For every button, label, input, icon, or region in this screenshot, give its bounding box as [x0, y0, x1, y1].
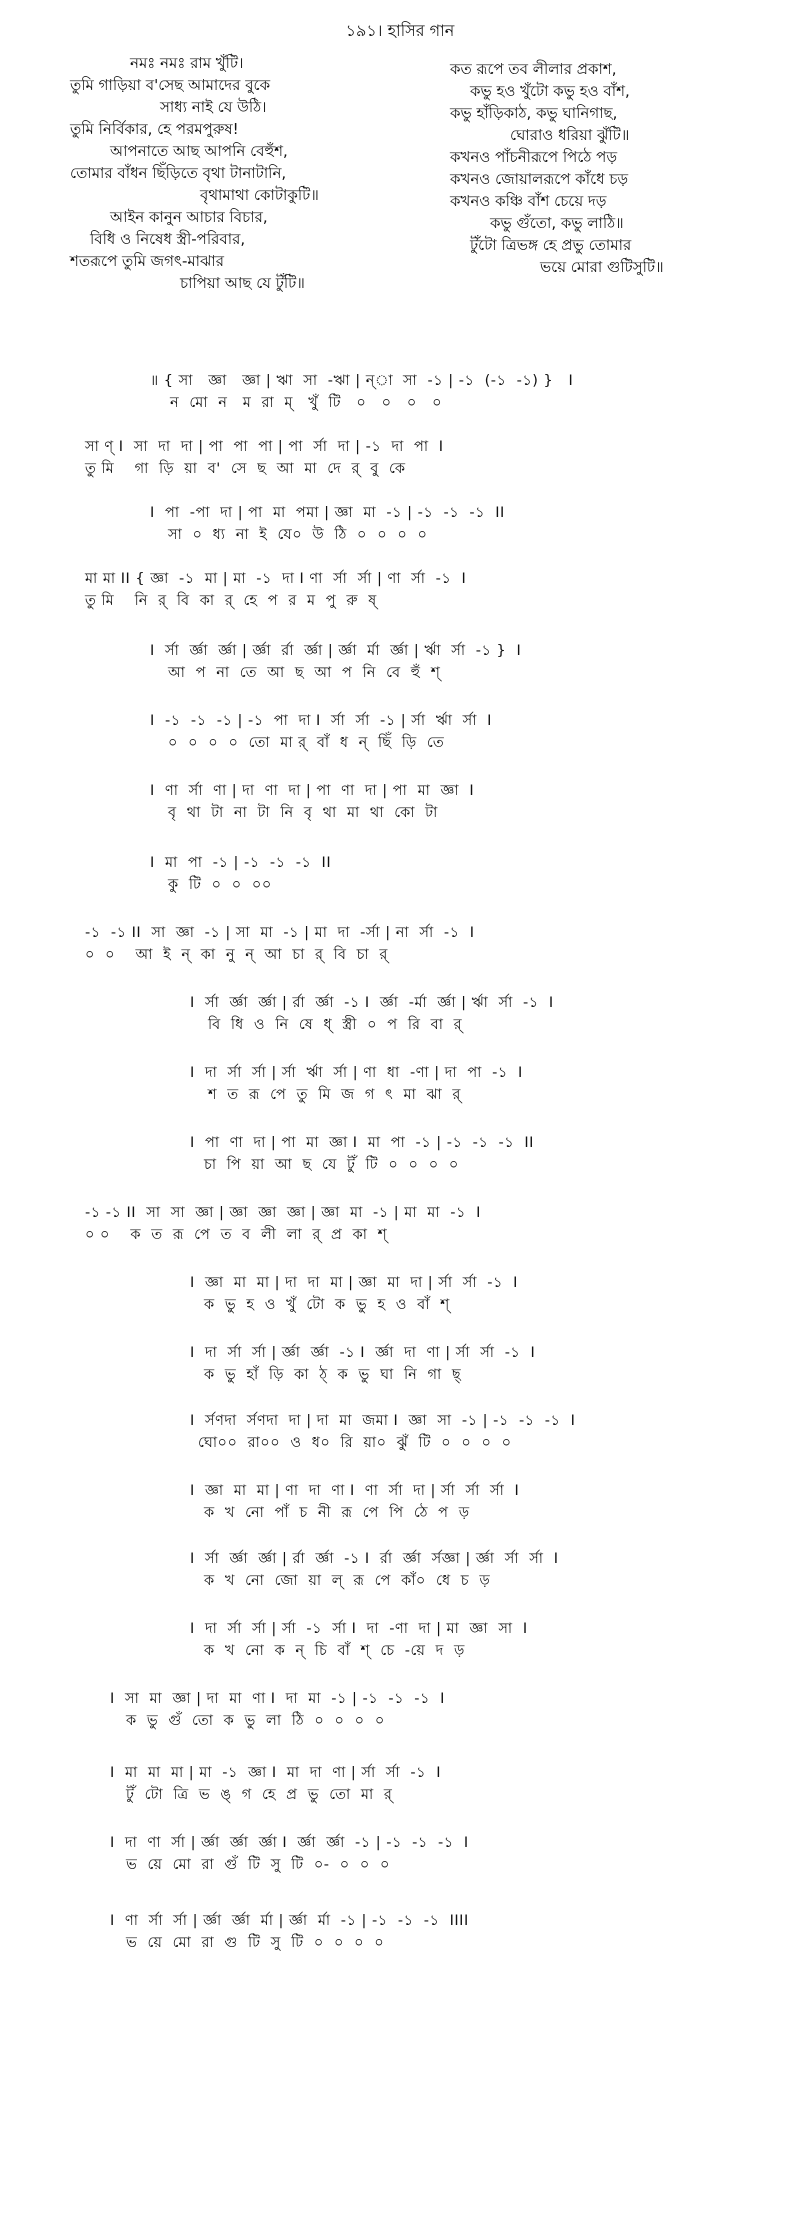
lyric-line: কভু গুঁতো, কভু লাঠি॥ [490, 214, 624, 232]
syllable-row: তু মি নি র্‌ বি কা র্‌ হে প র ম পু রু ষ্‌ [85, 593, 377, 609]
notation-block [85, 568, 800, 612]
lyric-line: চাপিয়া আছ যে টুঁটি॥ [180, 274, 305, 292]
syllable-row: ০ ০ ক ত রূ পে ত ব লী লা র্‌ প্র কা শ্‌ [85, 1227, 388, 1243]
notation-block [190, 1410, 800, 1454]
syllable-row: ০ ০ আ ই ন্‌ কা নু ন্‌ আ চা র্‌ বি চা র্‌ [85, 947, 388, 963]
notation-block [110, 1688, 800, 1732]
lyric-line: ভয়ে মোরা গুটিসুটি॥ [540, 258, 664, 276]
syllable-row: ক ভু হাঁ ড়ি কা ঠ্‌ ক ভু ঘা নি গা ছ্‌ [204, 1367, 462, 1383]
lyrics-left-column [70, 52, 400, 294]
swara-row: মা মা II { জ্ঞা -১ মা | মা -১ দা I ণা র্সা র্সা | ণা র্সা -১ I [85, 571, 467, 587]
lyric-line: কভু হাঁড়িকাঠ, কভু ঘানিগাছ, [450, 104, 618, 122]
syllable-row: আ প না তে আ ছ আ প নি বে হুঁ শ্‌ [168, 665, 441, 681]
lyric-line: কখনও জোয়ালরূপে কাঁধে চড় [450, 170, 629, 188]
syllable-row: সা ০ ধ্য না ই যে০ উ ঠি ০ ০ ০ ০ [168, 527, 428, 543]
syllable-row: শ ত রূ পে তু মি জ গ ৎ মা ঝা র্‌ [208, 1087, 461, 1103]
syllable-row: ক ভু গুঁ তো ক ভু লা ঠি ০ ০ ০ ০ [126, 1713, 385, 1729]
lyric-line: কভু হও খুঁটো কভু হও বাঁশ, [470, 82, 630, 100]
swara-row: I জ্ঞা মা মা | ণা দা ণা I ণা র্সা দা | র্সা র্সা র্সা I [190, 1483, 520, 1499]
syllable-row: চা পি য়া আ ছ যে টুঁ টি ০ ০ ০ ০ [204, 1157, 459, 1173]
lyric-line: কত রূপে তব লীলার প্রকাশ, [450, 60, 617, 78]
notation-block [190, 1548, 800, 1592]
syllable-row: ক ভু হ ও খুঁ টো ক ভু হ ও বাঁ শ্‌ [204, 1297, 450, 1313]
syllable-row: ঘো০০ রা০০ ও ধ০ রি য়া০ ঝুঁ টি ০ ০ ০ ০ [198, 1435, 512, 1451]
syllable-row: ক খ নো ক ন্‌ চি বাঁ শ্‌ চে -য়ে দ ড় [204, 1643, 465, 1659]
lyric-line: শতরূপে তুমি জগৎ-মাঝার [70, 252, 224, 270]
lyric-line: বৃথামাথা কোটাকুটি॥ [200, 186, 319, 204]
notation-block [190, 1272, 800, 1316]
swara-row: I দা র্সা র্সা | র্জ্ঞা র্জ্ঞা -১ I র্জ্ঞা দা ণা | র্সা র্সা -১ I [190, 1345, 536, 1361]
syllable-row: টুঁ টো ত্রি ভ ঙ্‌ গ হে প্র ভু তো মা র্‌ [126, 1787, 393, 1803]
lyric-line: টুঁটো ত্রিভঙ্গ হে প্রভু তোমার [470, 236, 632, 254]
notation-block [110, 1832, 800, 1876]
lyrics-right-column [450, 58, 750, 278]
lyric-line: সাধ্য নাই যে উঠি। [160, 98, 267, 116]
notation-block [110, 1762, 800, 1806]
syllable-row: ক খ নো পাঁ চ নী রূ পে পি ঠে প ড় [204, 1505, 470, 1521]
swara-row: I দা র্সা র্সা | র্সা র্ঋা র্সা | ণা ধা -ণা | দা পা -১ I [190, 1065, 523, 1081]
syllable-row: ভ য়ে মো রা গুঁ টি সু টি ০- ০ ০ ০ [126, 1857, 390, 1873]
swara-row: I -১ -১ -১ | -১ পা দা I র্সা র্সা -১ | র্সা র্ঋা র্সা I [150, 713, 492, 729]
swara-row: I দা ণা র্সা | র্জ্ঞা র্জ্ঞা র্জ্ঞা I র্জ্ঞা র্জ্ঞা -১ | -১ -১ -১ I [110, 1835, 469, 1851]
swara-row: I ণা র্সা ণা | দা ণা দা | পা ণা দা | পা মা জ্ঞা I [150, 783, 475, 799]
syllable-row: ০ ০ ০ ০ তো মা র্‌ বাঁ ধ ন্‌ ছিঁ ড়ি তে [168, 735, 445, 751]
lyric-line: আইন কানুন আচার বিচার, [110, 208, 268, 226]
notation-block [150, 502, 800, 546]
notation-block [190, 992, 800, 1036]
notation-block [150, 852, 800, 896]
notation-block [150, 780, 800, 824]
swara-row: I মা মা মা | মা -১ জ্ঞা I মা দা ণা | র্সা র্সা -১ I [110, 1765, 442, 1781]
notation-block [150, 710, 800, 754]
swara-row: I পা -পা দা | পা মা পমা | জ্ঞা মা -১ | -১ -১ -১ II [150, 505, 505, 521]
notation-block [190, 1062, 800, 1106]
syllable-row: ন মো ন ম রা ম্‌ খুঁ টি ০ ০ ০ ০ [170, 395, 443, 411]
notation-block [190, 1342, 800, 1386]
lyric-line: কখনও কঞ্চি বাঁশ চেয়ে দড় [450, 192, 607, 210]
notation-block [150, 370, 800, 414]
lyric-line: তুমি নির্বিকার, হে পরমপুরুষ! [70, 120, 239, 138]
notation-block [190, 1480, 800, 1524]
lyric-line: ঘোরাও ধরিয়া ঝুঁটি॥ [510, 126, 630, 144]
notation-block [85, 922, 800, 966]
lyric-line: আপনাতে আছ আপনি বেহুঁশ, [110, 142, 288, 160]
syllable-row: ভ য়ে মো রা গু টি সু টি ০ ০ ০ ০ [126, 1935, 385, 1951]
swara-row: সা ণ্‌ I সা দা দা | পা পা পা | পা র্সা দা | -১ দা পা I [85, 439, 444, 455]
lyric-line: তুমি গাড়িয়া ব'সেছ আমাদের বুকে [70, 76, 271, 94]
swara-row: I র্সা র্জ্ঞা র্জ্ঞা | র্রা র্জ্ঞা -১ I র্রা র্জ্ঞা র্সজ্ঞা | র্জ্ঞা র্সা র্সা I [190, 1551, 559, 1567]
swara-row: I ণা র্সা র্সা | র্জ্ঞা র্জ্ঞা র্মা | র্জ্ঞা র্মা -১ | -১ -১ -১ IIII [110, 1913, 469, 1929]
swara-row: I র্সণদা র্সণদা দা | দা মা জমা I জ্ঞা সা -১ | -১ -১ -১ I [190, 1413, 576, 1429]
song-title: ১৯১। হাসির গান [345, 21, 455, 40]
notation-block [85, 1202, 800, 1246]
swara-row: I সা মা জ্ঞা | দা মা ণা I দা মা -১ | -১ -১ -১ I [110, 1691, 445, 1707]
notation-block [110, 1910, 800, 1954]
lyric-line: নমঃ নমঃ রাম খুঁটি। [130, 54, 244, 72]
notation-block [190, 1132, 800, 1176]
syllable-row: বি ধি ও নি ষে ধ্‌ স্ত্রী ০ প রি বা র্‌ [208, 1017, 463, 1033]
swara-row: -১ -১ II সা সা জ্ঞা | জ্ঞা জ্ঞা জ্ঞা | জ্ঞা মা -১ | মা মা -১ I [85, 1205, 481, 1221]
swara-row: I পা ণা দা | পা মা জ্ঞা I মা পা -১ | -১ -১ -১ II [190, 1135, 534, 1151]
lyric-line: কখনও পাঁচনীরূপে পিঠে পড় [450, 148, 618, 166]
swara-row: -১ -১ II সা জ্ঞা -১ | সা মা -১ | মা দা -র্সা | না র্সা -১ I [85, 925, 475, 941]
notation-block [190, 1618, 800, 1662]
lyric-line: বিধি ও নিষেধ স্ত্রী-পরিবার, [90, 230, 246, 248]
swara-row: I র্সা র্জ্ঞা র্জ্ঞা | র্জ্ঞা র্রা র্জ্ঞা | র্জ্ঞা র্মা র্জ্ঞা | র্ঋা র্সা -১ } I [150, 643, 522, 659]
syllable-row: ক খ নো জো য়া ল্‌ রূ পে কাঁ০ ধে চ ড় [204, 1573, 491, 1589]
syllable-row: কু টি ০ ০ ০০ [168, 877, 272, 893]
notation-block [85, 436, 800, 480]
syllable-row: তু মি গা ড়ি য়া ব' সে ছ আ মা দে র্‌ বু কে [85, 461, 406, 477]
syllable-row: বৃ থা টা না টা নি বৃ থা মা থা কো টা [168, 805, 438, 821]
swara-row: I র্সা র্জ্ঞা র্জ্ঞা | র্রা র্জ্ঞা -১ I র্জ্ঞা -র্মা র্জ্ঞা | র্ঋা র্সা -১ I [190, 995, 554, 1011]
notation-block [150, 640, 800, 684]
swara-row: I মা পা -১ | -১ -১ -১ II [150, 855, 332, 871]
swara-row: ॥ { সা জ্ঞা জ্ঞা | ঋা সা -ঋা | ন্‌া সা -১ | -১ (-১ -১) } I [150, 373, 574, 389]
swara-row: I জ্ঞা মা মা | দা দা মা | জ্ঞা মা দা | র্সা র্সা -১ I [190, 1275, 518, 1291]
lyric-line: তোমার বাঁধন ছিঁড়িতে বৃথা টানাটানি, [70, 164, 287, 182]
swara-row: I দা র্সা র্সা | র্সা -১ র্সা I দা -ণা দা | মা জ্ঞা সা I [190, 1621, 528, 1637]
